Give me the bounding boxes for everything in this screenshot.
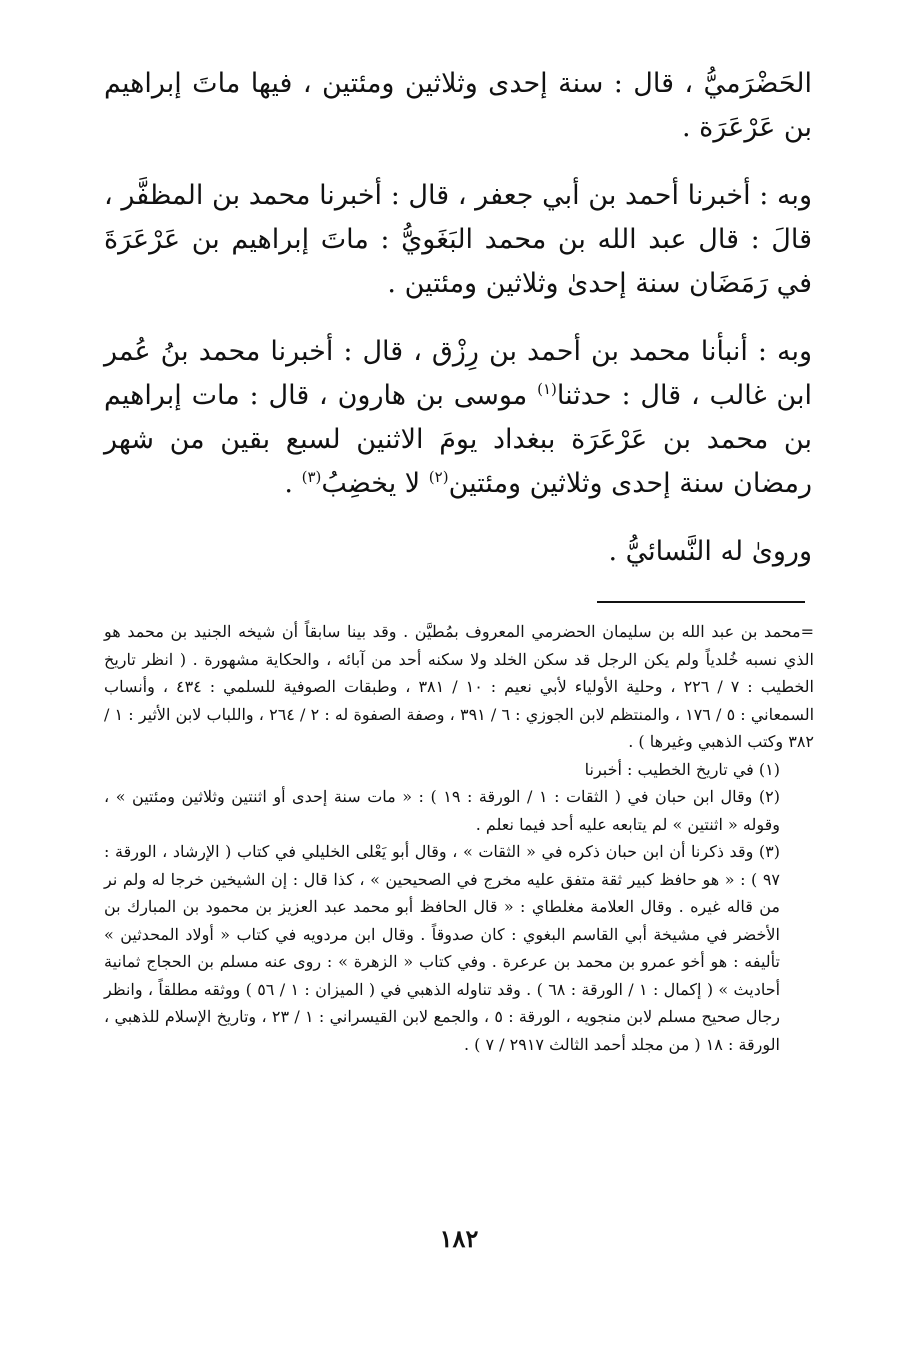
footnote-3: (٣) وقد ذكرنا أن ابن حبان ذكره في « الثقات » ، وقال أبو يَعْلى الخليلي في كتاب ( الإرشاد ، الورقة : ٩٧ ) : « هو حافظ كبير ثقة متفق عليه مخرج في الصحيحين » ، كذا قال : إن الشيخين خرجا له ولم نر من قاله غيره . وقال العلامة مغلطاي : « قال الحافظ أبو محمد عبد العزيز بن محمود بن المبارك بن الأخضر في مشيخة أبي القاسم البغوي : كان صدوقاً . وقال ابن مردويه في كتاب « أولاد المحدثين » تأليفه : هو أخو عمرو بن محمد بن عرعرة . وفي كتاب « الزهرة » : روى عنه مسلم بن الحجاج ثمانية أحاديث » ( إكمال : ١ / الورقة : ٦٨ ) . وقد تناوله الذهبي في ( الميزان : ١ / ٥٦ ) ووثقه مطلقاً ، وانظر رجال صحيح مسلم لابن منجويه ، الورقة : ٥ ، والجمع لابن القيسراني : ١ / ٢٣ ، وتاريخ الإسلام للذهبي ، الورقة : ١٨ ( من مجلد أحمد الثالث ٢٩١٧ / ٧ ) . <box>104 842 781 1054</box>
paragraph-3-part-c: لا يخضِبُ <box>321 468 429 499</box>
paragraph-3 <box>104 330 812 506</box>
main-text <box>104 62 812 574</box>
paragraph-3-part-a: وبه : أنبأنا محمد بن أحمد بن رِزْق ، قال : أخبرنا محمد بنُ عُمر ابن غالب ، قال : حدثنا <box>104 336 812 411</box>
paragraph-3-part-b: موسى بن هارون ، قال : مات إبراهيم بن محمد بن عَرْعَرَة ببغداد يومَ الاثنين لسبع بقين من شهر رمضان سنة إحدى وثلاثين ومئتين <box>104 380 812 499</box>
page-number: ١٨٢ <box>439 1224 479 1253</box>
footnote-continuation: =محمد بن عبد الله بن سليمان الحضرمي المعروف بمُطيَّن . وقد بينا سابقاً أن شيخه الجنيد بن محمد هو الذي نسبه خُلدياً ولم يكن الرجل قد سكن الخلد ولا سكنه أحد من آبائه ، والحكاية مشهورة . ( انظر تاريخ الخطيب : ٧ / ٢٢٦ ، وحلية الأولياء لأبي نعيم : ١٠ / ٣٨١ ، وطبقات الصوفية للسلمي : ٤٣٤ ، وأنساب السمعاني : ٥ / ١٧٦ ، والمنتظم لابن الجوزي : ٦ / ٣٩١ ، وصفة الصفوة له : ٢ / ٢٦٤ ، واللباب لابن الأثير : ١ / ٣٨٢ وكتب الذهبي وغيرها ) . <box>104 622 815 751</box>
paragraph-3-part-d: . <box>284 468 302 499</box>
footnote-separator <box>597 601 805 603</box>
footnote-2: (٢) وقال ابن حبان في ( الثقات : ١ / الورقة : ١٩ ) : « مات سنة إحدى أو اثنتين وثلاثين ومئتين » ، وقوله « اثنتين » لم يتابعه عليه أحد فيما نعلم . <box>104 787 780 834</box>
footnote-ref-2: (٢) <box>428 468 449 486</box>
footnotes <box>104 618 814 1058</box>
paragraph-2: وبه : أخبرنا أحمد بن أبي جعفر ، قال : أخبرنا محمد بن المظفَّر ، قالَ : قال عبد الله بن محمد البَغَويُّ : ماتَ إبراهيم بن عَرْعَرَةَ في رَمَضَان سنة إحدىٰ وثلاثين ومئتين . <box>104 180 812 299</box>
paragraph-1: الحَضْرَميُّ ، قال : سنة إحدى وثلاثين ومئتين ، فيها ماتَ إبراهيم بن عَرْعَرَة . <box>104 68 812 143</box>
footnote-ref-3: (٣) <box>301 468 322 486</box>
paragraph-4: وروىٰ له النَّسائيُّ . <box>608 536 812 567</box>
footnote-1: (١) في تاريخ الخطيب : أخبرنا <box>584 759 780 779</box>
footnote-ref-1: (١) <box>537 380 557 398</box>
